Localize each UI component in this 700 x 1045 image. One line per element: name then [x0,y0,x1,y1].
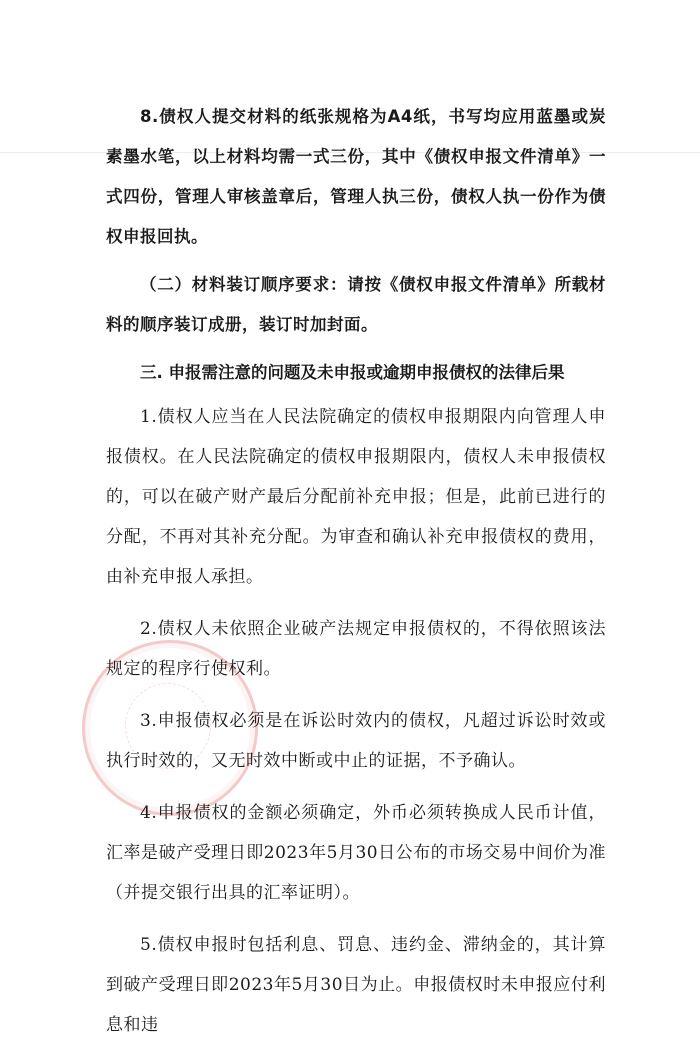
section-2-paragraph: （二）材料装订顺序要求：请按《债权申报文件清单》所载材料的顺序装订成册，装订时加封面。 [106,275,606,334]
point-1-paragraph: 1.债权人应当在人民法院确定的债权申报期限内向管理人申报债权。在人民法院确定的债权申报期限内，债权人未申报债权的，可以在破产财产最后分配前补充申报；但是，此前已进行的分配，不再对其补充分配。为审查和确认补充申报债权的费用，由补充申报人承担。 [106,407,606,587]
item-8-paragraph: 8.债权人提交材料的纸张规格为A4纸，书写均应用蓝墨或炭素墨水笔，以上材料均需一式三份，其中《债权申报文件清单》一式四份，管理人审核盖章后，管理人执三份，债权人执一份作为债权申报回执。 [106,107,606,246]
section-3-heading: 三. 申报需注意的问题及未申报或逾期申报债权的法律后果 [140,363,565,382]
point-5-paragraph: 5.债权申报时包括利息、罚息、违约金、滞纳金的，其计算到破产受理日即2023年5月30日为止。申报债权时未申报应付利息和违 [106,935,606,1035]
point-4-paragraph: 4.申报债权的金额必须确定，外币必须转换成人民币计值，汇率是破产受理日即2023年5月30日公布的市场交易中间价为准（并提交银行出具的汇率证明）。 [106,803,606,903]
document-body [106,97,606,1045]
point-3-paragraph: 3.申报债权必须是在诉讼时效内的债权，凡超过诉讼时效或执行时效的，又无时效中断或中止的证据，不予确认。 [106,711,606,771]
point-2-paragraph: 2.债权人未依照企业破产法规定申报债权的，不得依照该法规定的程序行使权利。 [106,619,606,679]
